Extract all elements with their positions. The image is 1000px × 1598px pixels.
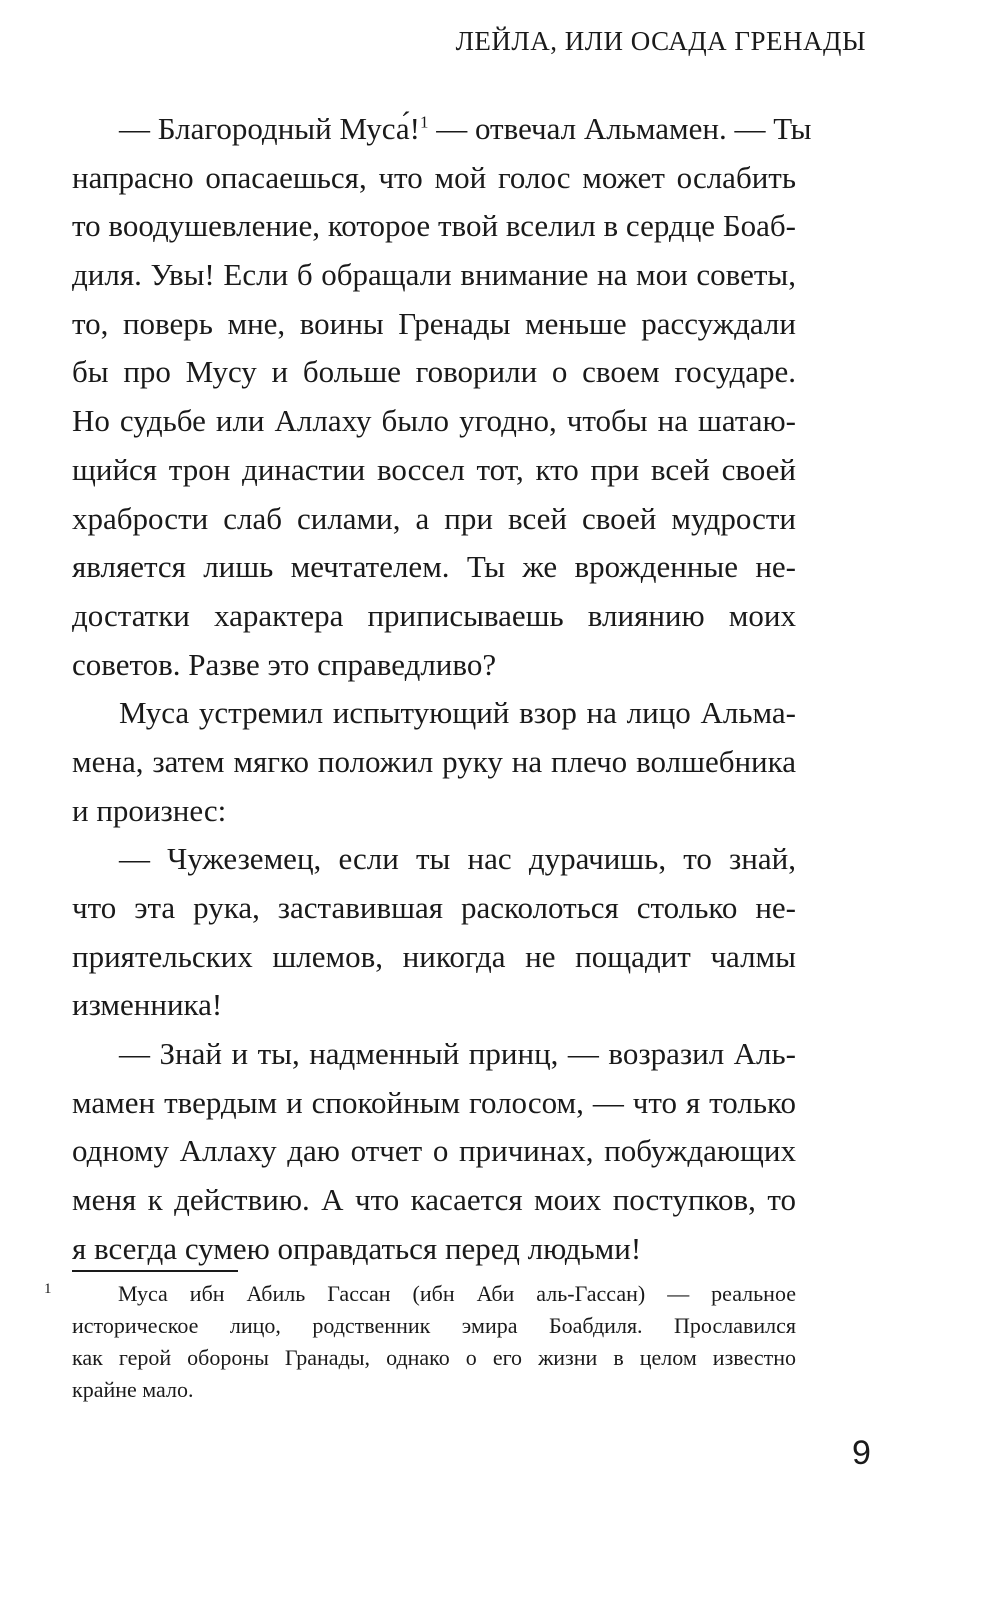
footnote-line: как герой обороны Гранады, однако о его жизни в целом известно: [72, 1345, 796, 1370]
page-number: 9: [852, 1434, 871, 1472]
footnote-line: Муса ибн Абиль Гассан (ибн Аби аль-Гассан) — реальное: [118, 1281, 796, 1306]
text-line: и произнес:: [72, 792, 227, 828]
text-line: храбрости слаб силами, а при всей своей мудрости: [72, 500, 796, 536]
text-line: — Знай и ты, надменный принц, — возразил Аль-: [119, 1036, 796, 1072]
text-line: то воодушевление, которое твой вселил в сердце Боаб-: [72, 208, 796, 244]
text-line: меня к действию. А что касается моих поступков, то: [72, 1182, 796, 1218]
text-line: мена, затем мягко положил руку на плечо волшебника: [72, 743, 796, 779]
text-line: диля. Увы! Если б обращали внимание на мои советы,: [72, 257, 796, 293]
text-line: бы про Мусу и больше говорили о своем государе.: [72, 354, 796, 390]
footnote-divider: [72, 1270, 238, 1272]
text-line: достатки характера приписываешь влиянию моих: [72, 597, 796, 633]
footnote-marker: 1: [44, 1281, 52, 1297]
text-line: [72, 105, 812, 154]
text-line: является лишь мечтателем. Ты же врожденные не-: [72, 549, 796, 585]
text-line: Но судьбе или Аллаху было угодно, чтобы на шатаю-: [72, 403, 796, 439]
text-line: советов. Разве это справедливо?: [72, 646, 497, 682]
text-line: приятельских шлемов, никогда не пощадит чалмы: [72, 938, 796, 974]
running-head: ЛЕЙЛА, ИЛИ ОСАДА ГРЕНАДЫ: [455, 26, 866, 56]
text-line: напрасно опасаешься, что мой голос может ослабить: [72, 159, 796, 195]
text-line: то, поверь мне, воины Гренады меньше рассуждали: [72, 305, 796, 341]
text-fragment: — Благородный Муса́!: [119, 111, 420, 146]
text-fragment: — отвечал Альмамен. — Ты: [428, 111, 812, 146]
main-text: [72, 105, 812, 1274]
text-line: — Чужеземец, если ты нас дурачишь, то знай,: [119, 841, 796, 877]
footnote-line: крайне мало.: [72, 1377, 194, 1402]
footnote-reference[interactable]: 1: [419, 112, 429, 132]
text-line: что эта рука, заставившая расколоться столько не-: [72, 890, 796, 925]
text-line: Муса устремил испытующий взор на лицо Альма-: [119, 695, 796, 731]
footnote-line: историческое лицо, родственник эмира Боабдиля. Прославился: [72, 1313, 796, 1338]
footnote: [72, 1278, 796, 1406]
text-line: изменника!: [72, 987, 223, 1023]
text-line: я всегда сумею оправдаться перед людьми!: [72, 1230, 642, 1266]
text-line: одному Аллаху даю отчет о причинах, побуждающих: [72, 1133, 796, 1169]
text-line: щийся трон династии воссел тот, кто при всей своей: [72, 451, 796, 487]
text-line: мамен твердым и спокойным голосом, — что я только: [72, 1084, 796, 1120]
